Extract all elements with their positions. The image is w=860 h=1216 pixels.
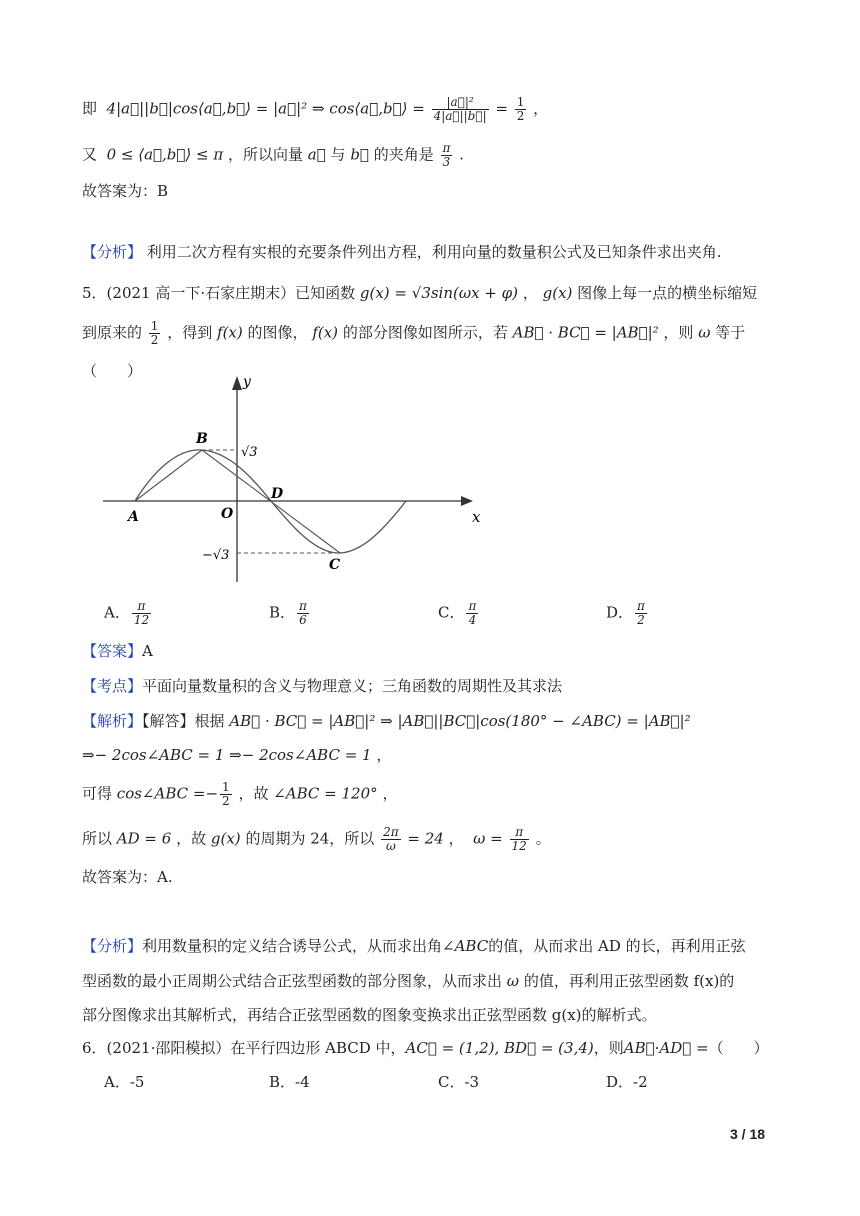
option-label: B． <box>269 1073 296 1091</box>
q5-final-answer: 故答案为：A. <box>82 868 173 886</box>
option-value: -5 <box>129 1073 145 1091</box>
text: 的值，再利用正弦型函数 f(x)的 <box>523 972 735 990</box>
math-expression: ∠ABC = 120° <box>273 784 378 803</box>
fraction <box>635 600 647 627</box>
math-expression: ω <box>506 972 520 990</box>
math-expression: g(x) <box>542 284 573 302</box>
text: 。 <box>535 829 551 848</box>
text: 的图像， <box>247 323 308 342</box>
numerator: 1 <box>150 319 159 333</box>
numerator: π <box>637 599 645 613</box>
denominator: 12 <box>133 613 150 627</box>
option-label: C． <box>438 1073 465 1091</box>
numerator: π <box>442 141 451 155</box>
math-expression: g(x) = √3sin(ωx + φ) <box>359 284 519 302</box>
option-label: B． <box>269 603 296 622</box>
numerator: π <box>510 826 529 840</box>
x-axis-arrow <box>461 496 473 506</box>
text: ， <box>522 284 538 302</box>
vector-a: a⃗ <box>307 145 326 164</box>
math-expression: 0 ≤ ⟨a⃗,b⃗⟩ ≤ π <box>106 145 224 164</box>
answer-tag: 【答案】 <box>82 642 143 660</box>
fraction <box>297 600 309 627</box>
solution-line-1 <box>82 96 548 123</box>
label-y: y <box>243 374 251 390</box>
text: 利用数量积的定义结合诱导公式，从而求出角 <box>142 937 443 955</box>
q5-line-2 <box>82 320 745 347</box>
option-value: -3 <box>464 1073 480 1091</box>
solution-line-2 <box>82 142 464 169</box>
analysis-block-2-line-1 <box>82 935 746 957</box>
option-label: C． <box>438 603 465 622</box>
text: . <box>459 145 464 164</box>
fraction <box>149 320 161 347</box>
q5-answer <box>82 640 153 662</box>
function-graph <box>95 370 495 595</box>
math-expression: AB⃗ · BC⃗ = |AB⃗|² <box>512 323 659 342</box>
math-expression: g(x) <box>210 829 241 848</box>
fraction <box>466 600 478 627</box>
text: ，所以向量 <box>227 145 303 164</box>
label-A: A <box>128 509 139 525</box>
kaodian-tag: 【考点】 <box>82 677 143 695</box>
fraction <box>381 826 401 853</box>
math-expression: AD = 6 <box>116 829 172 848</box>
denominator: 3 <box>442 155 451 169</box>
option-label: A． <box>104 603 130 622</box>
text: ， <box>448 829 464 848</box>
segment-AB <box>135 450 202 501</box>
denominator: ω <box>385 839 396 853</box>
fraction <box>132 600 151 627</box>
text: （ ） <box>708 1039 769 1057</box>
q5-jiexi-line-1 <box>82 710 691 732</box>
math-expression: f(x) <box>312 323 339 342</box>
q5-jiexi-line-3 <box>82 781 397 808</box>
denominator: 2 <box>516 109 525 123</box>
q5-jiexi-line-4 <box>82 826 551 853</box>
q5-option-c <box>438 600 480 627</box>
fraction <box>510 826 529 853</box>
q6-line-1 <box>82 1037 769 1059</box>
text: 图像上每一点的横坐标缩短 <box>577 284 758 302</box>
text: 又 <box>82 145 98 164</box>
text: 的周期为 24，所以 <box>245 829 375 848</box>
numerator: π <box>468 599 477 613</box>
y-axis-arrow <box>232 376 242 390</box>
text: ，则 <box>593 1039 624 1057</box>
fraction <box>441 142 453 169</box>
vector-b: b⃗ <box>350 145 369 164</box>
q5-option-d <box>606 600 649 627</box>
text: 5．(2021 高一下·石家庄期末）已知函数 <box>82 284 356 302</box>
q5-jiexi-line-2 <box>82 744 391 766</box>
q5-kaodian <box>82 675 562 697</box>
q6-option-b <box>269 1071 310 1092</box>
numerator: 1 <box>516 95 525 109</box>
text: 【解答】根据 <box>142 712 225 730</box>
math-expression: = 24 <box>407 829 444 848</box>
answer-value: A <box>142 642 153 660</box>
analysis-text: 利用二次方程有实根的充要条件列出方程，利用向量的数量积公式及已知条件求出夹角. <box>146 243 722 261</box>
analysis-block-2-line-3: 部分图像求出其解析式，再结合正弦型函数的图象变换求出正弦型函数 g(x)的解析式。 <box>82 1006 657 1024</box>
kaodian-text: 平面向量数量积的含义与物理意义；三角函数的周期性及其求法 <box>142 677 563 695</box>
text: 到原来的 <box>82 323 143 342</box>
analysis-block-2-line-2 <box>82 970 734 992</box>
math-expression: ω = <box>473 829 503 848</box>
text: 即 <box>82 99 98 118</box>
text: 的夹角是 <box>373 145 434 164</box>
label-C: C <box>329 557 341 573</box>
math-expression: ∠ABC <box>442 937 489 955</box>
label-x: x <box>472 508 481 526</box>
denominator: 2 <box>637 613 645 627</box>
fraction <box>515 96 527 123</box>
denominator: 4 <box>468 613 477 627</box>
option-value: -2 <box>633 1073 648 1091</box>
math-expression: ⇒− 2cos∠ABC = 1 ⇒− 2cos∠ABC = 1 <box>82 746 372 764</box>
option-label: D． <box>606 1073 634 1091</box>
fraction <box>220 781 232 808</box>
option-label: A． <box>104 1073 130 1091</box>
math-expression: AB⃗·AD⃗ = <box>623 1039 709 1057</box>
math-expression: f(x) <box>217 323 243 342</box>
text: 的值，从而求出 AD 的长，再利用正弦 <box>488 937 746 955</box>
text: ， <box>376 746 392 764</box>
fraction <box>432 96 489 123</box>
q5-line-3: （ ） <box>82 362 143 380</box>
text: 型函数的最小正周期公式结合正弦型函数的部分图象，从而求出 <box>82 972 503 990</box>
denominator: 6 <box>299 613 307 627</box>
answer-line: 故答案为：B <box>82 182 169 200</box>
math-expression: cos∠ABC =− <box>116 784 219 803</box>
numerator: 1 <box>222 780 230 794</box>
text: 等于 <box>715 323 746 342</box>
label-sqrt3: √3 <box>241 445 258 460</box>
label-B: B <box>196 431 208 447</box>
text: ，则 <box>663 323 694 342</box>
text: 可得 <box>82 784 113 803</box>
label-O: O <box>221 506 234 522</box>
math-expression: AC⃗ = (1,2), BD⃗ = (3,4) <box>405 1039 594 1057</box>
text: ，故 <box>176 829 207 848</box>
numerator: π <box>132 600 151 614</box>
math-expression: 4|a⃗||b⃗|cos⟨a⃗,b⃗⟩ = |a⃗|² ⇒ cos⟨a⃗,b⃗⟩ = <box>106 99 425 118</box>
denominator: 4|a⃗||b⃗| <box>433 109 487 123</box>
q6-option-a <box>104 1071 144 1092</box>
numerator: 2π <box>383 825 399 839</box>
equals: = <box>495 99 508 118</box>
label-D: D <box>271 486 284 502</box>
analysis-block-1 <box>82 241 722 263</box>
text: 6．(2021·邵阳模拟）在平行四边形 ABCD 中， <box>82 1039 406 1057</box>
numerator: π <box>299 599 307 613</box>
text: ，故 <box>238 784 269 803</box>
denominator: 2 <box>150 333 159 347</box>
denominator: 12 <box>511 839 527 853</box>
text: ， <box>533 99 549 118</box>
jiexi-tag: 【解析】 <box>82 712 143 730</box>
text: ， <box>382 784 398 803</box>
analysis-tag: 【分析】 <box>82 937 143 955</box>
analysis-tag: 【分析】 <box>82 243 143 261</box>
math-expression: AB⃗ · BC⃗ = |AB⃗|² ⇒ |AB⃗||BC⃗|cos(180° − ∠ABC) = |AB⃗|² <box>229 712 691 730</box>
q5-option-b <box>269 600 311 627</box>
q6-option-d <box>606 1071 648 1092</box>
text: 所以 <box>82 829 113 848</box>
q5-option-a <box>104 600 153 627</box>
math-expression: ω <box>698 323 711 342</box>
text: 与 <box>330 145 346 164</box>
numerator: |a⃗|² <box>432 96 489 110</box>
option-value: -4 <box>295 1073 310 1091</box>
q5-line-1 <box>82 282 757 304</box>
page-number: 3 / 18 <box>730 1126 766 1142</box>
denominator: 2 <box>222 794 230 808</box>
option-label: D． <box>606 603 634 622</box>
text: 的部分图像如图所示，若 <box>342 323 508 342</box>
text: ，得到 <box>167 323 213 342</box>
q6-option-c <box>438 1071 479 1092</box>
label-neg-sqrt3: −√3 <box>202 548 230 563</box>
